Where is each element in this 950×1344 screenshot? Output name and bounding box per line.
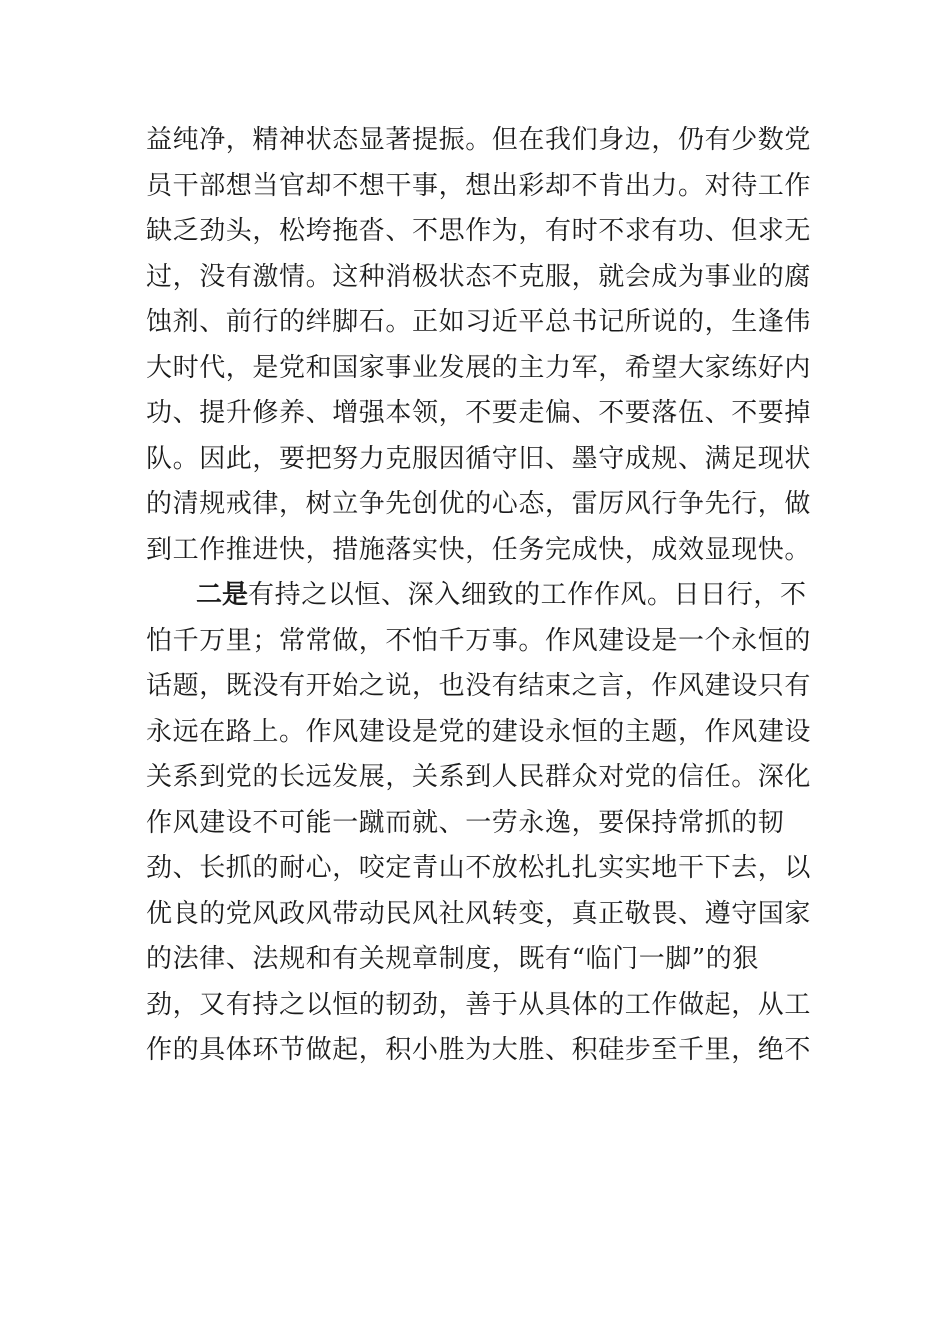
paragraph-2-first-line bbox=[146, 573, 807, 619]
text-line: 话题，既没有开始之说，也没有结束之言，作风建设只有 bbox=[146, 671, 812, 701]
text-line: 作的具体环节做起，积小胜为大胜、积硅步至千里，绝不 bbox=[146, 1035, 812, 1065]
text-line: 益纯净，精神状态显著提振。但在我们身边，仍有少数党 bbox=[146, 125, 812, 155]
text-line: 到工作推进快，措施落实快，任务完成快，成效显现快。 bbox=[146, 534, 812, 565]
text-line: 永远在路上。作风建设是党的建设永恒的主题，作风建设 bbox=[146, 716, 812, 747]
paragraph-2 bbox=[146, 573, 812, 1074]
text-line: 过，没有激情。这种消极状态不克服，就会成为事业的腐 bbox=[146, 261, 812, 292]
text-line: 关系到党的长远发展，关系到人民群众对党的信任。深化 bbox=[146, 762, 812, 792]
text-line: 劲、长抓的耐心，咬定青山不放松扎扎实实地干下去，以 bbox=[146, 853, 812, 883]
paragraph-1 bbox=[146, 118, 812, 573]
text-line: 功、提升修养、增强本领，不要走偏、不要落伍、不要掉 bbox=[146, 398, 812, 428]
text-line: 优良的党风政风带动民风社风转变，真正敬畏、遵守国家 bbox=[146, 898, 812, 929]
text-line: 缺乏劲头，松垮拖沓、不思作为，有时不求有功、但求无 bbox=[146, 216, 812, 246]
text-line: 怕千万里；常常做，不怕千万事。作风建设是一个永恒的 bbox=[146, 625, 812, 656]
text-line: 的法律、法规和有关规章制度，既有“临门一脚”的狠 bbox=[146, 944, 759, 974]
text-line: 蚀剂、前行的绊脚石。正如习近平总书记所说的，生逢伟 bbox=[146, 307, 812, 337]
body-text bbox=[146, 118, 812, 1074]
text-line: 员干部想当官却不想干事，想出彩却不肯出力。对待工作 bbox=[146, 170, 812, 201]
text-line: 作风建设不可能一蹴而就、一劳永逸，要保持常抓的韧 bbox=[146, 807, 785, 838]
first-line-text: 有持之以恒、深入细致的工作作风。日日行，不 bbox=[248, 580, 807, 610]
lead-bold-text: 二是 bbox=[196, 580, 249, 610]
text-line: 的清规戒律，树立争先创优的心态，雷厉风行争先行，做 bbox=[146, 489, 812, 519]
text-line: 大时代，是党和国家事业发展的主力军，希望大家练好内 bbox=[146, 352, 812, 383]
text-line: 劲，又有持之以恒的韧劲，善于从具体的工作做起，从工 bbox=[146, 989, 812, 1020]
text-line: 队。因此，要把努力克服因循守旧、墨守成规、满足现状 bbox=[146, 443, 812, 474]
